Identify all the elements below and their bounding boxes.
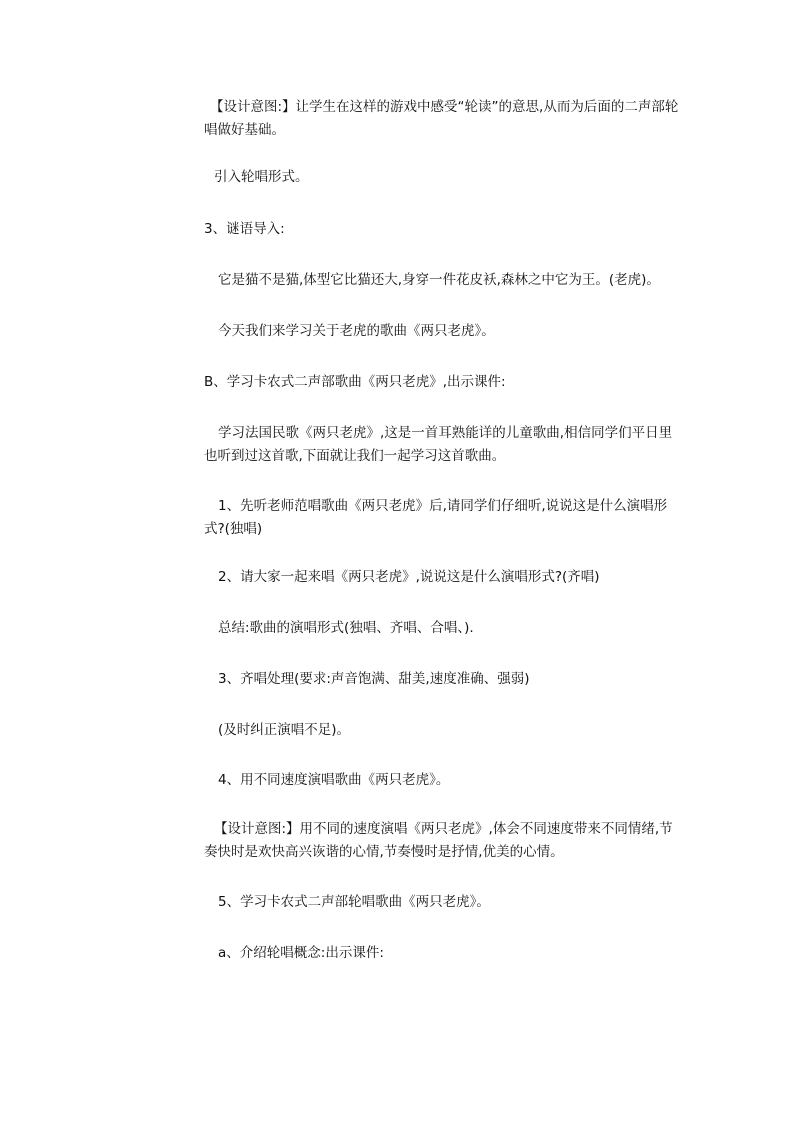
- riddle-text: 它是猫不是猫,体型它比猫还大,身穿一件花皮袄,森林之中它为王。(老虎)。: [218, 272, 660, 288]
- step-2-sing-together: 2、请大家一起来唱《两只老虎》,说说这是什么演唱形式?(齐唱): [218, 569, 600, 585]
- today-lesson-text: 今天我们来学习关于老虎的歌曲《两只老虎》。: [218, 323, 495, 339]
- introduce-round-singing: 引入轮唱形式。: [214, 169, 309, 185]
- step-4-different-speeds: 4、用不同速度演唱歌曲《两只老虎》。: [218, 772, 450, 788]
- design-intent-paragraph-1: 【设计意图:】让学生在这样的游戏中感受“轮读”的意思,从而为后面的二声部轮唱做好基础。: [204, 99, 679, 138]
- design-intent-paragraph-2: 【设计意图:】用不同的速度演唱《两只老虎》,体会不同速度带来不同情绪,节奏快时是欢快高兴诙谐的心情,节奏慢时是抒情,优美的心情。: [204, 821, 673, 860]
- step-3-unison-handling: 3、齐唱处理(要求:声音饱满、甜美,速度准确、强弱): [218, 671, 530, 687]
- section-b-heading: B、学习卡农式二声部歌曲《两只老虎》,出示课件:: [204, 374, 506, 390]
- section-riddle-heading: 3、谜语导入:: [204, 221, 285, 237]
- step-5-canon-round: 5、学习卡农式二声部轮唱歌曲《两只老虎》。: [218, 894, 490, 910]
- step-a-introduce-round: a、介绍轮唱概念:出示课件:: [218, 945, 384, 961]
- summary-singing-forms: 总结:歌曲的演唱形式(独唱、齐唱、合唱、).: [218, 620, 474, 636]
- step-1-listen: 1、先听老师范唱歌曲《两只老虎》后,请同学们仔细听,说说这是什么演唱形式?(独唱): [204, 498, 668, 537]
- learn-folk-song-paragraph: 学习法国民歌《两只老虎》,这是一首耳熟能详的儿童歌曲,相信同学们平日里也听到过这首歌,下面就让我们一起学习这首歌曲。: [204, 425, 673, 464]
- correct-singing-note: (及时纠正演唱不足)。: [218, 722, 351, 738]
